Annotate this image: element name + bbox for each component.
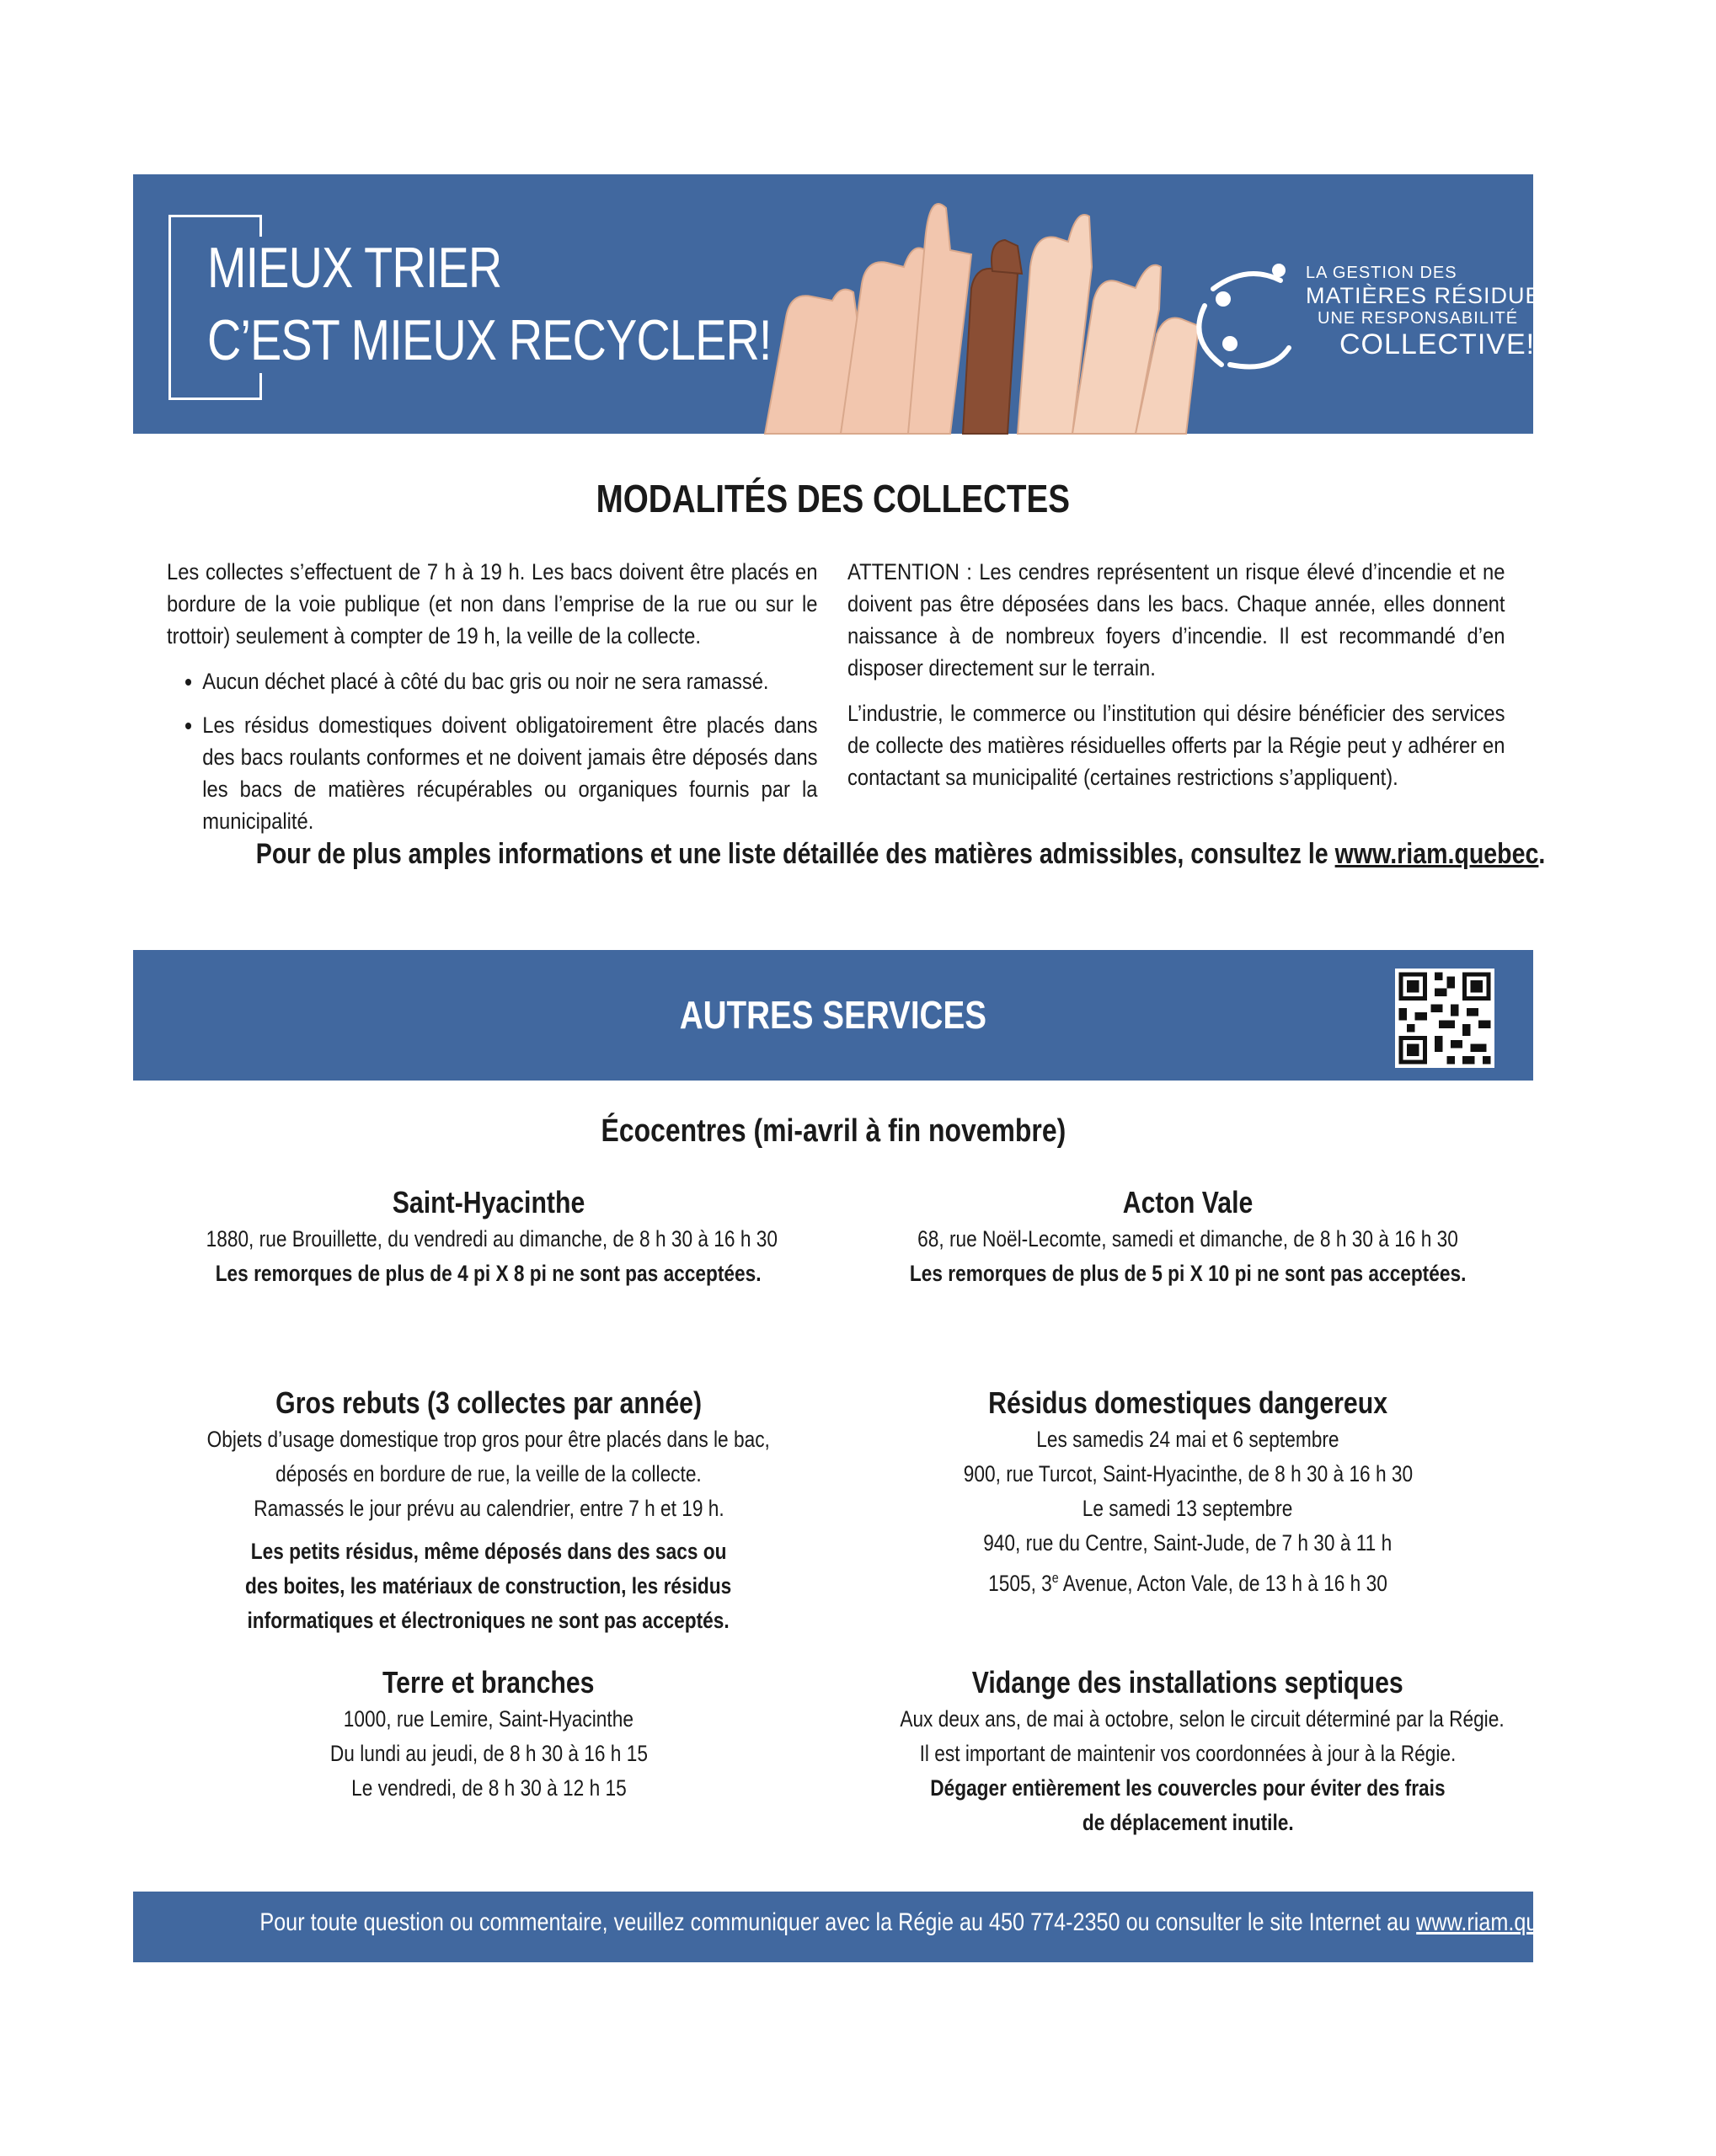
thumbs-up-hands-image: [740, 174, 1211, 434]
slogan-line-2: C’EST MIEUX RECYCLER!: [207, 308, 772, 372]
vidange-septique-section: Vidange des installations septiques Aux deux ans, de mai à octobre, selon le circuit déterminé par la Régie. Il est important de maintenir vos coordonnées à jour à la Régie. Dégager entièrement les couvercles pour éviter des frais de déplacement inutile.: [900, 1665, 1505, 1835]
attention-paragraph: ATTENTION : Les cendres représentent un risque élevé d’incendie et ne doivent pas être déposées dans les bacs. Chaque année, elles donnent naissance à de nombreux foyers d’incendie. Il est recommandé d’en disposer directement sur le terrain.: [847, 559, 1505, 680]
logo-line-4: COLLECTIVE!: [1339, 328, 1536, 360]
gros-rebuts-section: Gros rebuts (3 collectes par année) Objets d’usage domestique trop gros pour être placés dans le bac, déposés en bordure de rue, la veille de la collecte. Ramassés le jour prévu au calendrier, entre 7 h et 19 h. Les petits résidus, même déposés dans des sacs ou des boites, les matériaux de construction, les résidus informatiques et électroniques ne sont pas acceptés.: [206, 1385, 771, 1633]
footer-contact-text: Pour toute question ou commentaire, veuillez communiquer avec la Régie au 450 774-2350 ou consulter le site Internet au www.riam.quebec.: [259, 1908, 1590, 1936]
list-item: • Les résidus domestiques doivent obligatoirement être placés dans des bacs roulants conformes et ne doivent jamais être déposés dans les bacs de matières récupérables ou organiques fournis par la municipalité.: [202, 709, 817, 837]
info-line: Pour de plus amples informations et une liste détaillée des matières admissibles, consultez le www.riam.quebec.: [255, 838, 1546, 870]
list-item: • Aucun déchet placé à côté du bac gris ou noir ne sera ramassé.: [202, 665, 817, 697]
qr-code-icon[interactable]: [1395, 969, 1494, 1068]
recycling-figures-logo: [1179, 255, 1306, 382]
saint-hyacinthe-ecocentre: Saint-Hyacinthe 1880, rue Brouillette, du vendredi au dimanche, de 8 h 30 à 16 h 30 Les remorques de plus de 4 pi X 8 pi ne sont pas acceptées.: [206, 1185, 778, 1286]
block-title: Vidange des installations septiques: [971, 1665, 1403, 1700]
slogan-line-1: MIEUX TRIER: [207, 236, 502, 300]
riam-website-link[interactable]: www.riam.quebec: [1334, 838, 1539, 870]
top-banner: [133, 174, 1608, 434]
block-title: Gros rebuts (3 collectes par année): [275, 1385, 702, 1420]
footer-website-link[interactable]: www.riam.quebec: [1416, 1908, 1585, 1936]
ecocentres-heading: Écocentres (mi-avril à fin novembre): [601, 1113, 1066, 1149]
logo-line-1: LA GESTION DES: [1306, 264, 1457, 282]
ici-paragraph: L’industrie, le commerce ou l’institution qui désire bénéficier des services de collecte des matières résiduelles offerts par la Régie peut y adhérer en contactant sa municipalité (certaines restrictions s’appliquent).: [847, 701, 1505, 790]
acton-vale-ecocentre: Acton Vale 68, rue Noël-Lecomte, samedi et dimanche, de 8 h 30 à 16 h 30 Les remorques de plus de 5 pi X 10 pi ne sont pas acceptées.: [909, 1185, 1467, 1286]
collective-responsibility-logo: [1179, 255, 1608, 382]
modalites-left-column: [167, 556, 818, 849]
block-title: Acton Vale: [1122, 1185, 1254, 1219]
logo-line-2: MATIÈRES RÉSIDUELLES,: [1306, 283, 1608, 308]
collection-hours-paragraph: Les collectes s’effectuent de 7 h à 19 h. Les bacs doivent être placés en bordure de la voie publique (et non dans l’emprise de la rue ou sur le trottoir) seulement à compter de 19 h, la veille de la collecte.: [167, 559, 818, 648]
footer-banner: [133, 1892, 1590, 1962]
modalites-title: MODALITÉS DES COLLECTES: [596, 477, 1071, 520]
slogan: [207, 232, 772, 376]
block-title: Saint-Hyacinthe: [392, 1185, 585, 1219]
block-title: Terre et branches: [382, 1665, 595, 1700]
block-title: Résidus domestiques dangereux: [988, 1385, 1387, 1420]
services-title: AUTRES SERVICES: [679, 993, 987, 1037]
modalites-right-column: [847, 556, 1503, 807]
residus-dangereux-section: Résidus domestiques dangereux Les samedis 24 mai et 6 septembre 900, rue Turcot, Saint-Hyacinthe, de 8 h 30 à 16 h 30 Le samedi 13 septembre 940, rue du Centre, Saint-Jude, de 7 h 30 à 11 h 1505, 3e Avenue, Acton Vale, de 13 h à 16 h 30: [963, 1385, 1413, 1596]
collection-rules-list: [167, 665, 817, 837]
logo-line-3: UNE RESPONSABILITÉ: [1318, 309, 1519, 328]
services-banner: [133, 950, 1533, 1081]
terre-branches-section: Terre et branches 1000, rue Lemire, Saint-Hyacinthe Du lundi au jeudi, de 8 h 30 à 16 h 15 Le vendredi, de 8 h 30 à 12 h 15: [329, 1665, 648, 1801]
